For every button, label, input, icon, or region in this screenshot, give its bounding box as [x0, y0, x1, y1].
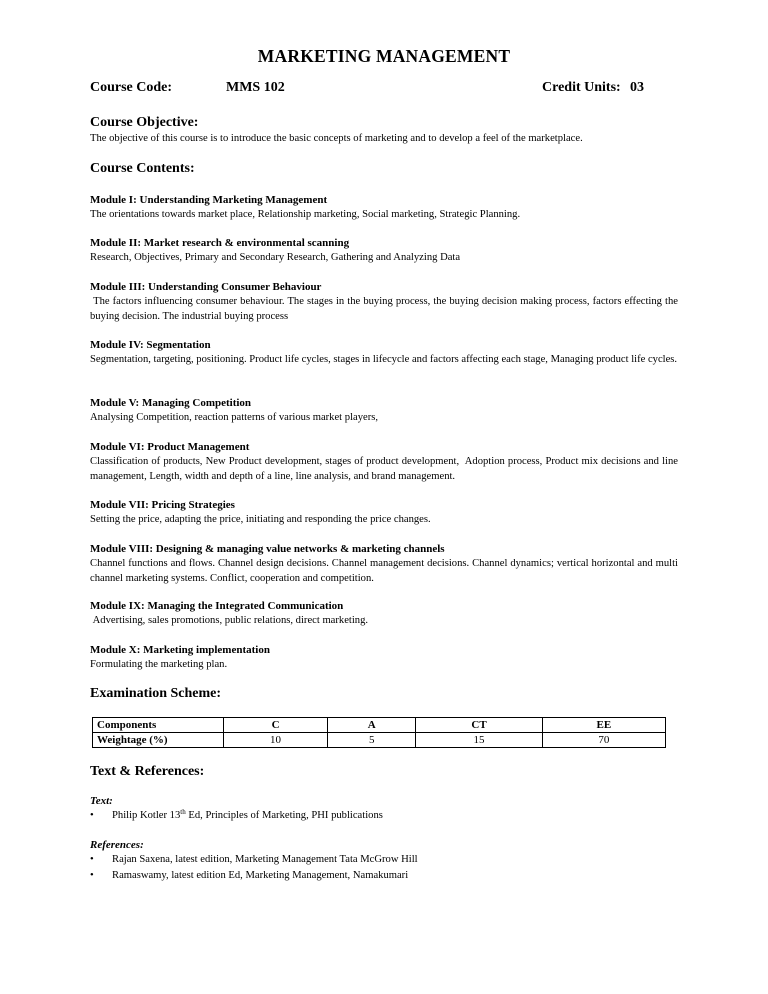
module-item	[90, 338, 678, 367]
course-code-value: MMS 102	[226, 80, 285, 95]
module-title: Module I: Understanding Marketing Management	[90, 194, 328, 206]
table-header-row	[93, 718, 666, 733]
bullet: •	[90, 854, 94, 865]
table-cell: EE	[542, 718, 665, 733]
list-item	[90, 870, 408, 881]
module-title: Module IX: Managing the Integrated Communication	[90, 600, 344, 612]
credit-units-value: 03	[630, 80, 644, 95]
module-item	[90, 440, 681, 484]
module-title: Module VI: Product Management	[90, 441, 250, 453]
list-item	[90, 854, 418, 865]
module-title: Module VIII: Designing & managing value networks & marketing channels	[90, 543, 445, 555]
bullet: •	[90, 810, 94, 821]
module-description: The factors influencing consumer behaviour. The stages in the buying process, the buying decision making process, factors effecting the buying decision. The industrial buying process	[90, 296, 681, 322]
credit-units-label: Credit Units:	[542, 80, 621, 95]
page-title: MARKETING MANAGEMENT	[257, 46, 511, 66]
module-title: Module X: Marketing implementation	[90, 644, 270, 656]
module-item	[90, 236, 678, 265]
table-cell: 5	[328, 733, 416, 748]
module-item	[90, 498, 678, 527]
module-description: Research, Objectives, Primary and Secondary Research, Gathering and Analyzing Data	[90, 252, 461, 263]
table-cell: 10	[224, 733, 328, 748]
text-item-pre: Philip Kotler 13	[112, 810, 181, 821]
module-description: Segmentation, targeting, positioning. Product life cycles, stages in lifecycle and factors affecting each stage, Managing product life cycles.	[90, 354, 678, 365]
course-code-label: Course Code:	[90, 80, 173, 95]
exam-heading: Examination Scheme:	[90, 686, 222, 701]
contents-heading: Course Contents:	[90, 161, 195, 176]
module-description: Classification of products, New Product development, stages of product development, Adoption process, Product mix decisions and line management, Length, width and depth of a line, line analysis, and brand management.	[90, 456, 681, 482]
module-description: Advertising, sales promotions, public relations, direct marketing.	[90, 615, 369, 626]
references-heading: Text & References:	[90, 764, 205, 779]
module-title: Module III: Understanding Consumer Behaviour	[90, 281, 322, 293]
table-cell: A	[328, 718, 416, 733]
table-cell: Components	[93, 718, 224, 733]
module-title: Module IV: Segmentation	[90, 339, 211, 351]
text-item-post: Ed, Principles of Marketing, PHI publications	[185, 810, 383, 821]
module-description: Channel functions and flows. Channel design decisions. Channel management decisions. Channel dynamics; vertical horizontal and multi channel marketing systems. Conflict, cooperation and competition.	[90, 558, 678, 584]
reference-item: Rajan Saxena, latest edition, Marketing Management Tata McGrow Hill	[112, 854, 418, 865]
module-item	[90, 542, 678, 586]
table-cell: CT	[416, 718, 542, 733]
module-title: Module VII: Pricing Strategies	[90, 499, 235, 511]
module-description: Setting the price, adapting the price, initiating and responding the price changes.	[90, 514, 431, 525]
module-item	[90, 280, 681, 324]
module-title: Module V: Managing Competition	[90, 397, 252, 409]
module-description: Analysing Competition, reaction patterns of various market players,	[90, 412, 379, 423]
exam-scheme-table	[92, 717, 666, 748]
list-item	[90, 810, 383, 821]
table-cell: 70	[542, 733, 665, 748]
module-item	[90, 193, 678, 222]
table-row	[93, 733, 666, 748]
table-cell: C	[224, 718, 328, 733]
text-label: Text:	[90, 795, 113, 807]
bullet: •	[90, 870, 94, 881]
reference-item: Ramaswamy, latest edition Ed, Marketing Management, Namakumari	[112, 870, 409, 881]
references-label: References:	[90, 839, 144, 851]
module-description: The orientations towards market place, Relationship marketing, Social marketing, Strategic Planning.	[90, 209, 521, 220]
module-title: Module II: Market research & environmental scanning	[90, 237, 350, 249]
text-item-sup: th	[180, 808, 186, 816]
table-cell: 15	[416, 733, 542, 748]
module-item	[90, 643, 678, 672]
module-description: Formulating the marketing plan.	[90, 659, 228, 670]
objective-text: The objective of this course is to introduce the basic concepts of marketing and to develop a feel of the marketplace.	[90, 133, 583, 144]
objective-heading: Course Objective:	[90, 115, 199, 130]
module-item	[90, 599, 678, 628]
module-item	[90, 396, 678, 425]
table-cell: Weightage (%)	[93, 733, 224, 748]
